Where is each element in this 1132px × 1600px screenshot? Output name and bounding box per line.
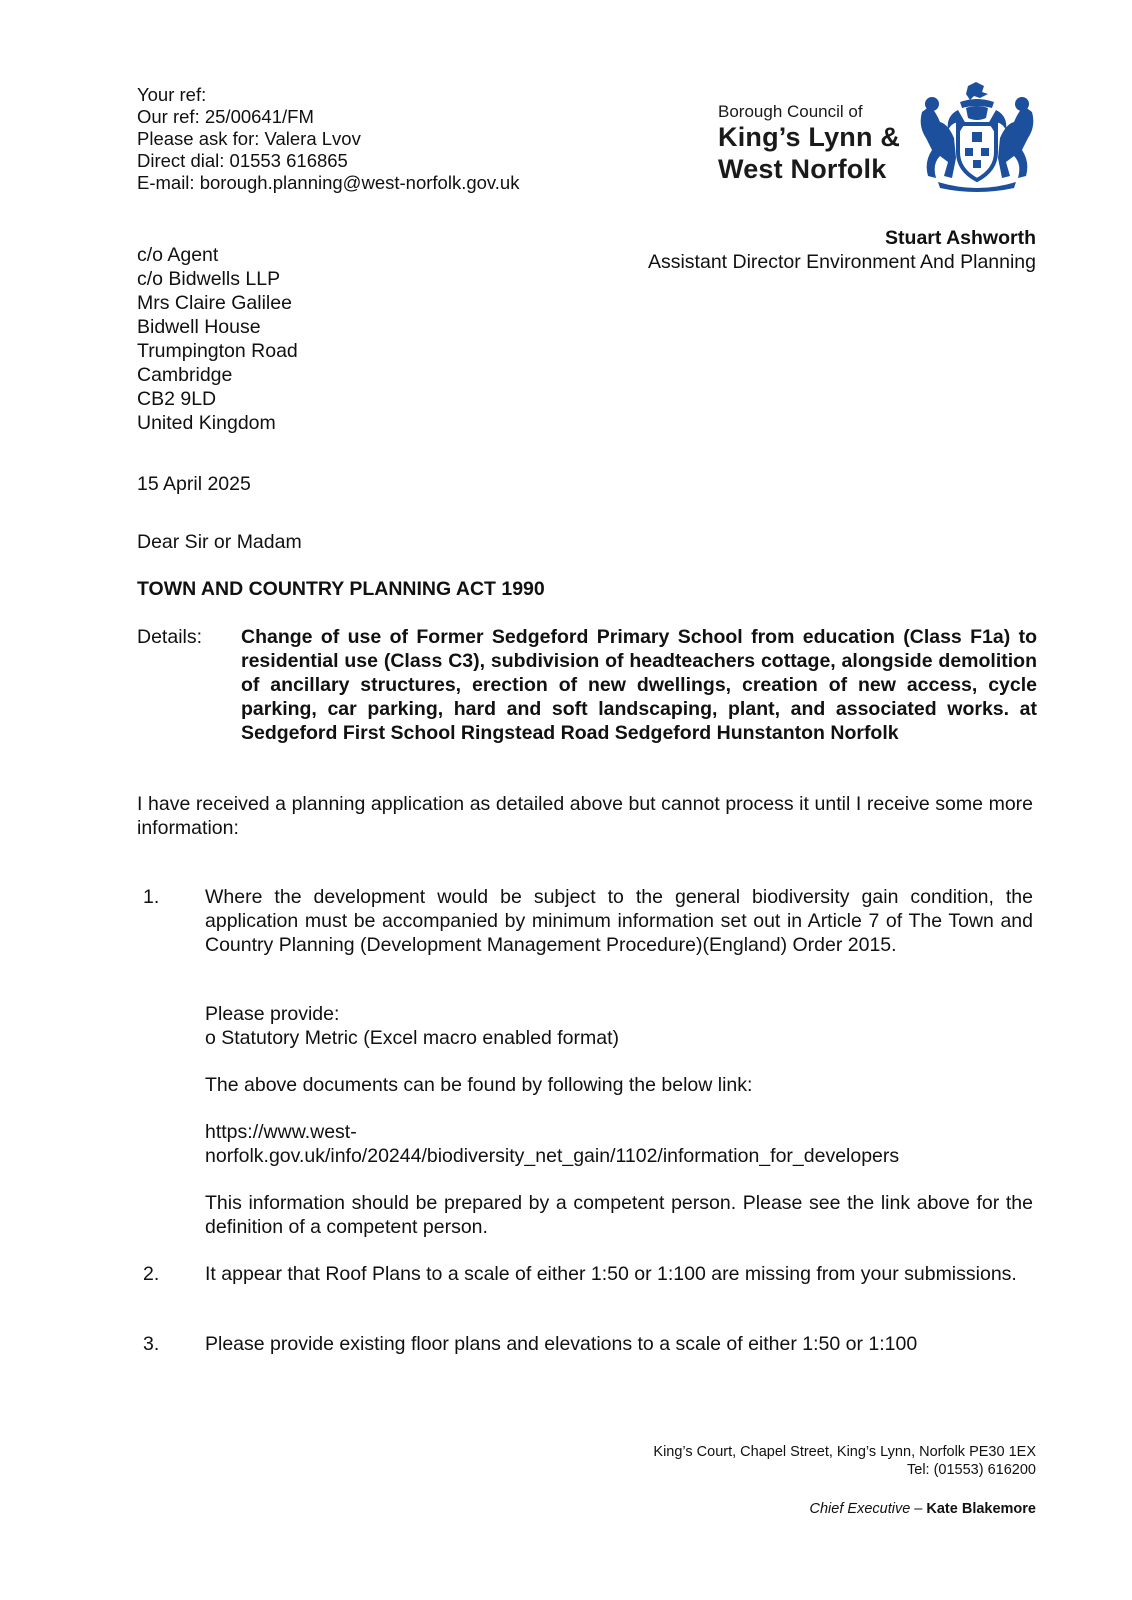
email: E-mail: borough.planning@west-norfolk.gov.uk [137, 172, 520, 193]
item-2-text: It appear that Roof Plans to a scale of either 1:50 or 1:100 are missing from your submissions. [205, 1263, 1017, 1285]
item-1-link-part-1[interactable]: https://www.west- [205, 1121, 357, 1143]
coat-of-arms-icon [918, 82, 1036, 192]
address-line: Bidwell House [137, 316, 261, 338]
details-text: Change of use of Former Sedgeford Primary School from education (Class F1a) to residential use (Class C3), subdivision of headteachers cottage, alongside demolition of ancillary structures, erection of new dwellings, creation of new access, cycle parking, car parking, hard and soft landscaping, plant, and associated works. at Sedgeford First School Ringstead Road Sedgeford Hunstanton Norfolk [241, 626, 1037, 744]
footer-address-line: King’s Court, Chapel Street, King’s Lynn, Norfolk PE30 1EX [653, 1444, 1036, 1460]
council-logo [718, 82, 1036, 192]
reference-block [137, 84, 519, 194]
item-number: 2. [143, 1263, 160, 1285]
signatory [648, 226, 1036, 274]
address-line: Mrs Claire Galilee [137, 292, 292, 314]
logo-line-1: Borough Council of [718, 102, 863, 121]
item-1-requirement: o Statutory Metric (Excel macro enabled format) [205, 1027, 619, 1049]
item-1-link-intro: The above documents can be found by following the below link: [205, 1074, 753, 1096]
recipient-address [137, 243, 298, 435]
address-line: c/o Bidwells LLP [137, 268, 281, 290]
address-line: Cambridge [137, 364, 233, 386]
item-3-text: Please provide existing floor plans and elevations to a scale of either 1:50 or 1:100 [205, 1333, 918, 1355]
item-number: 1. [143, 886, 160, 908]
address-line: CB2 9LD [137, 388, 217, 410]
address-line: United Kingdom [137, 412, 276, 434]
footer-tel: Tel: (01553) 616200 [907, 1462, 1036, 1478]
signatory-title: Assistant Director Environment And Planning [647, 251, 1036, 273]
letter-date: 15 April 2025 [137, 473, 251, 495]
details-label: Details: [137, 626, 203, 648]
signatory-name: Stuart Ashworth [885, 227, 1036, 249]
letter-heading: TOWN AND COUNTRY PLANNING ACT 1990 [137, 578, 545, 600]
footer-address [653, 1443, 1036, 1479]
ceo-role: Chief Executive – [809, 1501, 923, 1517]
address-line: c/o Agent [137, 244, 219, 266]
item-1-please-provide: Please provide: [205, 1003, 340, 1025]
item-1-paragraph: Where the development would be subject to the general biodiversity gain condition, the application must be accompanied by minimum information set out in Article 7 of The Town and Country Planning (Development Management Procedure)(England) Order 2015. [205, 886, 1033, 956]
direct-dial: Direct dial: 01553 616865 [137, 150, 348, 171]
logo-line-2: King’s Lynn & [718, 122, 901, 152]
salutation: Dear Sir or Madam [137, 531, 302, 553]
footer-chief-executive [810, 1500, 1036, 1518]
ask-for: Please ask for: Valera Lvov [137, 128, 361, 149]
item-1-closing: This information should be prepared by a competent person. Please see the link above for the definition of a competent person. [205, 1192, 1033, 1238]
your-ref: Your ref: [137, 84, 207, 105]
item-1-link-part-2[interactable]: norfolk.gov.uk/info/20244/biodiversity_net_gain/1102/information_for_developers [205, 1145, 900, 1167]
address-line: Trumpington Road [137, 340, 298, 362]
logo-line-3: West Norfolk [718, 154, 887, 184]
our-ref: Our ref: 25/00641/FM [137, 106, 314, 127]
item-number: 3. [143, 1333, 160, 1355]
ceo-name: Kate Blakemore [926, 1501, 1036, 1517]
intro-paragraph: I have received a planning application as detailed above but cannot process it until I receive some more information: [137, 793, 1033, 839]
